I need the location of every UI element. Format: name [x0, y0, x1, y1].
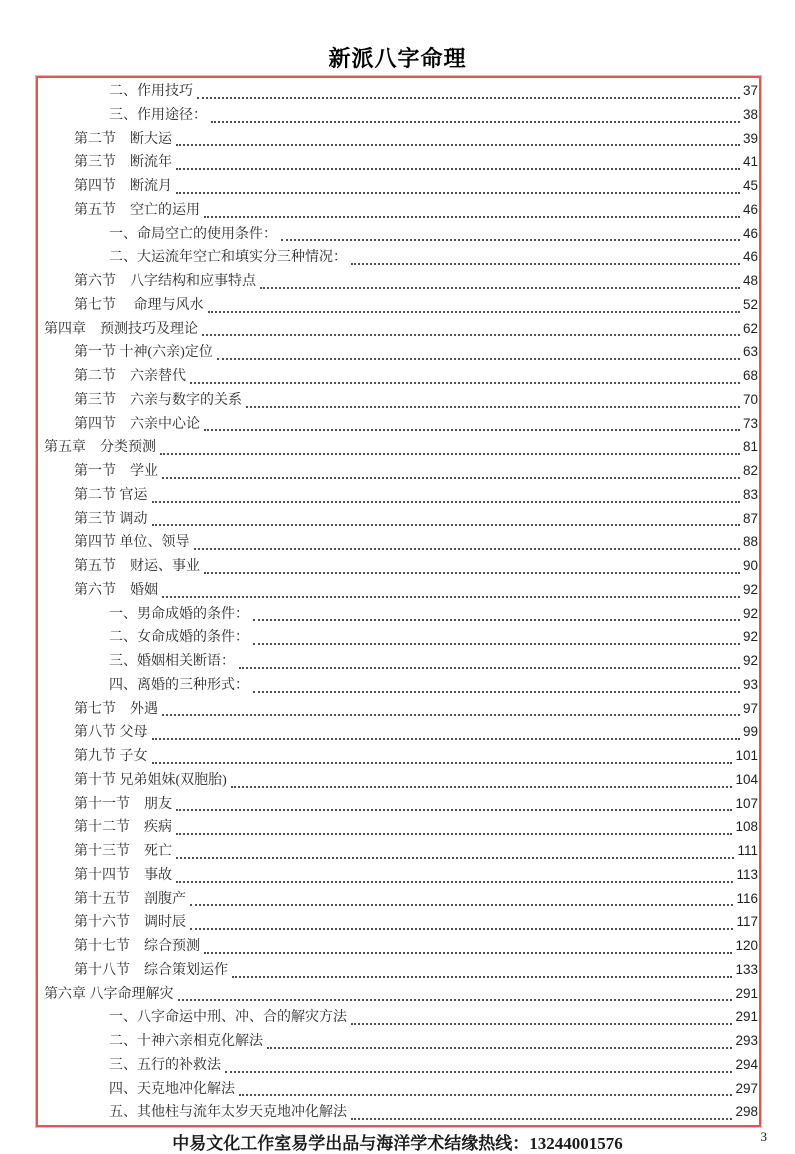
toc-entry — [40, 983, 758, 1007]
toc-entry-page-number: 108 — [735, 819, 758, 835]
toc-entry — [40, 151, 758, 175]
dotted-leader — [176, 857, 734, 859]
toc-entry — [40, 1006, 758, 1030]
dotted-leader — [204, 952, 732, 954]
dotted-leader — [162, 714, 740, 716]
toc-entry-page-number: 291 — [735, 985, 758, 1001]
dotted-leader — [204, 216, 740, 218]
toc-entry — [40, 603, 758, 627]
toc-entry — [40, 721, 758, 745]
toc-entry-page-number: 111 — [737, 843, 758, 858]
toc-entry-label: 第三节 调动 — [74, 511, 148, 527]
toc-entry-label: 第六章 八字命理解灾 — [44, 986, 174, 1002]
toc-entry — [40, 80, 758, 104]
toc-entry — [40, 484, 758, 508]
toc-entry — [40, 294, 758, 318]
dotted-leader — [176, 809, 732, 811]
dotted-leader — [202, 334, 740, 336]
toc-entry — [40, 246, 758, 270]
toc-entry-page-number: 90 — [742, 558, 758, 573]
dotted-leader — [197, 97, 740, 99]
toc-entry — [40, 959, 758, 983]
toc-entry — [40, 626, 758, 650]
dotted-leader — [190, 904, 733, 906]
toc-entry — [40, 864, 758, 888]
toc-container — [36, 76, 761, 1127]
toc-entry — [40, 318, 758, 342]
toc-entry-page-number: 48 — [742, 273, 758, 288]
toc-entry-label: 第十二节 疾病 — [74, 820, 172, 836]
toc-entry-label: 三、五行的补救法 — [109, 1057, 221, 1073]
toc-entry-label: 第一节 十神(六亲)定位 — [74, 345, 213, 361]
toc-entry-label: 第十四节 事故 — [74, 867, 172, 883]
toc-entry-page-number: 291 — [735, 1009, 758, 1025]
dotted-leader — [204, 429, 740, 431]
toc-entry — [40, 745, 758, 769]
dotted-leader — [246, 406, 740, 408]
toc-entry-label: 第四节 断流月 — [74, 179, 172, 194]
toc-entry — [40, 1030, 758, 1054]
toc-entry-label: 三、婚姻相关断语： — [109, 654, 235, 669]
dotted-leader — [176, 881, 733, 883]
toc-entry-label: 第四节 六亲中心论 — [74, 416, 200, 432]
toc-entry-page-number: 99 — [742, 724, 758, 740]
toc-entry — [40, 436, 758, 460]
toc-entry-page-number: 38 — [742, 106, 758, 122]
dotted-leader — [208, 311, 740, 313]
toc-entry-page-number: 82 — [742, 463, 758, 478]
toc-entry-page-number: 117 — [736, 914, 758, 930]
page-title: 新派八字命理 — [328, 46, 467, 71]
toc-entry-page-number: 120 — [735, 938, 758, 953]
dotted-leader — [190, 382, 740, 384]
toc-entry — [40, 341, 758, 365]
dotted-leader — [267, 1047, 732, 1049]
page-footer — [0, 1129, 795, 1154]
footer-page-number: 3 — [760, 1129, 767, 1144]
toc-entry — [40, 911, 758, 935]
toc-entry — [40, 389, 758, 413]
toc-entry-label: 五、其他柱与流年太岁天克地冲化解法 — [109, 1105, 347, 1121]
dotted-leader — [217, 358, 740, 360]
toc-entry — [40, 223, 758, 247]
dotted-leader — [162, 596, 740, 598]
toc-entry-page-number: 52 — [742, 296, 758, 312]
dotted-leader — [176, 192, 740, 194]
dotted-leader — [351, 1118, 732, 1120]
dotted-leader — [281, 239, 740, 241]
toc-entry-page-number: 37 — [742, 83, 758, 98]
dotted-leader — [351, 263, 740, 265]
toc-entry-page-number: 63 — [742, 344, 758, 360]
dotted-leader — [152, 738, 740, 740]
toc-entry-page-number: 62 — [742, 320, 758, 336]
toc-entry-page-number: 116 — [736, 890, 758, 906]
toc-entry — [40, 1078, 758, 1102]
toc-entry-label: 第十七节 综合预测 — [74, 939, 200, 954]
toc-entry-label: 四、天克地冲化解法 — [109, 1081, 235, 1097]
dotted-leader — [162, 477, 740, 479]
toc-entry-label: 第十八节 综合策划运作 — [74, 962, 228, 978]
toc-entry — [40, 175, 758, 199]
toc-entry — [40, 1101, 758, 1125]
toc-entry-page-number: 70 — [742, 391, 758, 407]
toc-entry-label: 第四节 单位、领导 — [74, 535, 190, 551]
toc-entry-label: 二、大运流年空亡和填实分三种情况： — [109, 250, 347, 266]
dotted-leader — [225, 1071, 732, 1073]
toc-entry — [40, 531, 758, 555]
toc-entry — [40, 793, 758, 817]
toc-entry-label: 第三节 断流年 — [74, 155, 172, 171]
dotted-leader — [152, 524, 740, 526]
dotted-leader — [152, 501, 740, 503]
toc-entry — [40, 816, 758, 840]
toc-entry-page-number: 92 — [742, 605, 758, 621]
dotted-leader — [211, 121, 740, 123]
toc-entry-label: 第三节 六亲与数字的关系 — [74, 392, 242, 408]
toc-entry — [40, 769, 758, 793]
toc-entry-label: 第十三节 死亡 — [74, 844, 172, 859]
toc-entry-page-number: 81 — [742, 439, 758, 455]
toc-entry-page-number: 46 — [742, 249, 758, 265]
toc-entry-label: 一、命局空亡的使用条件： — [109, 226, 277, 242]
toc-entry — [40, 460, 758, 484]
toc-entry — [40, 888, 758, 912]
toc-entry — [40, 579, 758, 603]
toc-entry — [40, 128, 758, 152]
toc-entry-label: 第十五节 剖腹产 — [74, 891, 186, 907]
toc-entry-page-number: 113 — [736, 866, 758, 882]
dotted-leader — [253, 643, 740, 645]
toc-entry-page-number: 294 — [735, 1056, 758, 1072]
dotted-leader — [204, 572, 740, 574]
dotted-leader — [194, 548, 740, 550]
dotted-leader — [190, 928, 733, 930]
dotted-leader — [152, 762, 733, 764]
toc-entry — [40, 674, 758, 698]
toc-entry-page-number: 92 — [742, 581, 758, 597]
toc-entry-label: 四、离婚的三种形式： — [109, 677, 249, 693]
toc-entry-page-number: 93 — [742, 676, 758, 692]
toc-entry-label: 第十节 兄弟姐妹(双胞胎) — [74, 772, 227, 788]
toc-entry-label: 第八节 父母 — [74, 725, 148, 741]
toc-entry-label: 一、八字命运中刑、冲、合的解灾方法 — [109, 1010, 347, 1026]
toc-entry-label: 三、作用途径： — [109, 107, 207, 123]
dotted-leader — [239, 667, 740, 669]
toc-entry-label: 第六节 八字结构和应事特点 — [74, 274, 256, 289]
toc-entry-page-number: 41 — [742, 154, 758, 170]
dotted-leader — [176, 144, 740, 146]
toc-entry-label: 第一节 学业 — [74, 464, 158, 479]
dotted-leader — [178, 999, 733, 1001]
toc-entry-page-number: 97 — [742, 700, 758, 716]
toc-entry-page-number: 73 — [742, 415, 758, 431]
toc-entry-label: 第九节 子女 — [74, 749, 148, 764]
toc-entry-label: 第七节 命理与风水 — [74, 297, 204, 313]
toc-entry-page-number: 107 — [735, 795, 758, 811]
toc-entry-label: 第四章 预测技巧及理论 — [44, 321, 198, 337]
toc-entry — [40, 555, 758, 579]
toc-entry-label: 一、男命成婚的条件： — [109, 606, 249, 622]
toc-entry-page-number: 88 — [742, 534, 758, 550]
toc-entry-page-number: 45 — [742, 178, 758, 193]
toc-entry-label: 第七节 外遇 — [74, 701, 158, 717]
toc-entry-label: 二、女命成婚的条件： — [109, 630, 249, 646]
toc-entry — [40, 698, 758, 722]
dotted-leader — [260, 287, 740, 289]
toc-entry-page-number: 293 — [735, 1033, 758, 1048]
toc-entry-page-number: 92 — [742, 629, 758, 645]
dotted-leader — [176, 833, 732, 835]
dotted-leader — [176, 168, 740, 170]
toc-entry — [40, 508, 758, 532]
toc-entry-label: 二、十神六亲相克化解法 — [109, 1034, 263, 1049]
toc-entry-page-number: 101 — [735, 748, 758, 763]
toc-entry — [40, 413, 758, 437]
toc-entry — [40, 199, 758, 223]
dotted-leader — [253, 691, 740, 693]
toc-entry-page-number: 297 — [735, 1080, 758, 1096]
toc-entry-label: 第十六节 调时辰 — [74, 915, 186, 931]
dotted-leader — [160, 453, 740, 455]
toc-entry-page-number: 92 — [742, 653, 758, 668]
toc-entry-label: 第十一节 朋友 — [74, 796, 172, 812]
footer-text: 中易文化工作室易学出品与海洋学术结缘热线：13244001576 — [172, 1134, 623, 1153]
toc-entry-label: 第二节 断大运 — [74, 131, 172, 147]
toc-entry-label: 第二节 六亲替代 — [74, 369, 186, 384]
toc-entry-label: 第五节 财运、事业 — [74, 559, 200, 574]
toc-entry-label: 第二节 官运 — [74, 487, 148, 503]
toc-entry — [40, 650, 758, 674]
toc-entry-page-number: 104 — [735, 771, 758, 787]
toc-entry-label: 第六节 婚姻 — [74, 582, 158, 598]
toc-entry-label: 二、作用技巧 — [109, 84, 193, 99]
dotted-leader — [253, 619, 740, 621]
dotted-leader — [351, 1023, 732, 1025]
toc-entry — [40, 935, 758, 959]
dotted-leader — [232, 976, 732, 978]
toc-entry-page-number: 133 — [735, 961, 758, 977]
toc-entry — [40, 1054, 758, 1078]
toc-entry — [40, 365, 758, 389]
toc-entry-page-number: 87 — [742, 510, 758, 526]
dotted-leader — [239, 1094, 732, 1096]
toc-entry-page-number: 298 — [735, 1104, 758, 1120]
toc-entry — [40, 270, 758, 294]
toc-entry-page-number: 68 — [742, 368, 758, 383]
toc-entry — [40, 104, 758, 128]
toc-entry-page-number: 46 — [742, 225, 758, 241]
toc-entry — [40, 840, 758, 864]
toc-entry-page-number: 39 — [742, 130, 758, 146]
toc-entry-page-number: 83 — [742, 486, 758, 502]
toc-entry-label: 第五章 分类预测 — [44, 440, 156, 456]
dotted-leader — [231, 786, 733, 788]
toc-entry-page-number: 46 — [742, 201, 758, 217]
toc-entry-label: 第五节 空亡的运用 — [74, 202, 200, 218]
